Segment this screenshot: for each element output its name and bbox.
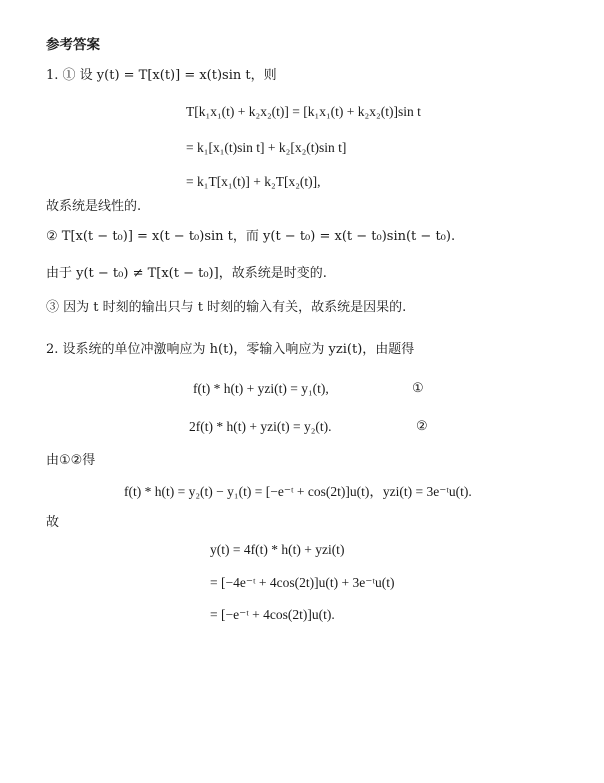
q2-equation-2: 2f(t) * h(t) + yzi(t) = y₂(t). (189, 419, 332, 434)
q2-equation-4: y(t) = 4f(t) * h(t) + yzi(t) (210, 542, 345, 557)
q1-part-2: ② T[x(t − t₀)] = x(t − t₀)sin t，而 y(t − t₀) = x(t − t₀)sin(t − t₀). (46, 229, 456, 244)
q2-therefore: 故 (46, 515, 60, 530)
q1-part-3: ③ 因为 t 时刻的输出只与 t 时刻的输入有关，故系统是因果的. (46, 300, 407, 315)
q1-equation-2: = k₁[x₁(t)sin t] + k₂[x₂(t)sin t] (186, 140, 347, 155)
q2-equation-1-marker: ① (412, 381, 424, 396)
q2-equation-5: = [−4e⁻ᵗ + 4cos(2t)]u(t) + 3e⁻ᵗu(t) (210, 575, 395, 590)
q1-equation-1: T[k₁x₁(t) + k₂x₂(t)] = [k₁x₁(t) + k₂x₂(t)]sin t (186, 104, 421, 119)
q2-equation-1: f(t) * h(t) + yzi(t) = y₁(t), (193, 381, 329, 396)
q2-intro: 2. 设系统的单位冲激响应为 h(t)，零输入响应为 yzi(t)，由题得 (46, 342, 415, 357)
page-heading: 参考答案 (46, 37, 100, 53)
q1-intro: 1. ① 设 y(t) = T[x(t)] = x(t)sin t，则 (46, 68, 277, 83)
q1-equation-3: = k₁T[x₁(t)] + k₂T[x₂(t)], (186, 174, 321, 189)
q2-equation-3: f(t) * h(t) = y₂(t) − y₁(t) = [−e⁻ᵗ + cos(2t)]u(t)，yzi(t) = 3e⁻ᵗu(t). (124, 484, 472, 499)
q1-time-variant: 由于 y(t − t₀) ≠ T[x(t − t₀)]，故系统是时变的. (46, 266, 327, 281)
q1-conclusion-linear: 故系统是线性的. (46, 199, 142, 214)
q2-equation-2-marker: ② (416, 419, 428, 434)
q2-equation-6: = [−e⁻ᵗ + 4cos(2t)]u(t). (210, 607, 335, 622)
q2-from-label: 由①②得 (46, 453, 96, 468)
